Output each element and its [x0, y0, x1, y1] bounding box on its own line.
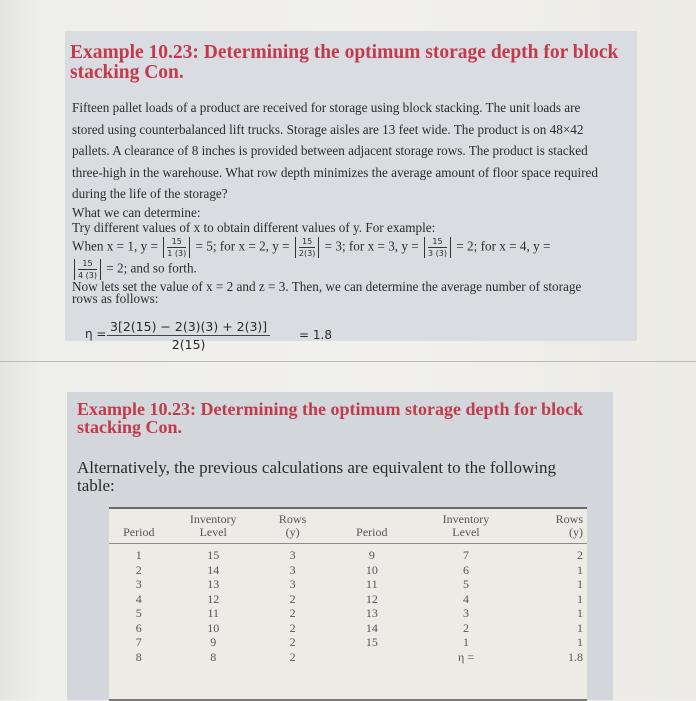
equation-numerator: 3[2(15) − 2(3)(3) + 2(3)]	[107, 319, 270, 336]
eta-symbol: η =	[85, 327, 107, 341]
ceiling-fraction: $\frac{15}{1 (3)}$	[163, 237, 190, 258]
table-row	[109, 635, 587, 650]
table-row	[109, 650, 587, 665]
equation-result: = 1.8	[299, 328, 332, 342]
ceiling-fraction: $\frac{15}{4 (3)}$	[74, 259, 101, 280]
slide-title: Example 10.23: Determining the optimum storage depth for block stacking Con.	[77, 399, 584, 437]
example-text: = 2; for x = 4, y =	[456, 238, 551, 254]
cell-rows: 1	[577, 635, 583, 649]
problem-statement	[72, 97, 632, 205]
example-text: = 5; for x = 2, y =	[195, 238, 290, 254]
cell-period: 11	[366, 577, 378, 591]
cell-period: 1	[135, 548, 142, 562]
average-rows-equation	[107, 319, 270, 352]
cell-inventory: 8	[210, 649, 217, 664]
cell-period: 4	[135, 591, 142, 606]
header-inventory-level: Inventory Level	[416, 509, 515, 544]
cell-rows: 2	[289, 649, 296, 664]
table-row	[109, 563, 587, 578]
cell-period: 10	[365, 562, 378, 577]
now-text	[72, 281, 632, 305]
cell-inventory: 2	[462, 620, 469, 635]
problem-line: three-high in the warehouse. What row depth minimizes the average amount of floor space required	[72, 164, 598, 180]
equation-denominator: 2(15)	[171, 337, 206, 352]
table-row	[109, 592, 587, 607]
cell-rows: 1	[577, 606, 583, 620]
problem-line: stored using counterbalanced lift trucks. Storage aisles are 13 feet wide. The product is on 48×42	[72, 121, 584, 137]
cell-inventory: 7	[462, 548, 469, 562]
table-row	[109, 577, 587, 592]
table-header-row	[109, 509, 587, 544]
cell-rows: 2	[289, 635, 296, 649]
cell-inventory: 12	[207, 591, 220, 606]
problem-line: during the life of the storage?	[72, 186, 228, 201]
eta-value: 1.8	[568, 649, 583, 664]
cell-inventory: 5	[462, 577, 469, 591]
cell-rows: 2	[289, 606, 296, 620]
cell-period: 9	[368, 548, 375, 562]
cell-period: 14	[365, 620, 378, 635]
header-rows: Rows (y)	[516, 509, 587, 544]
cell-period: 13	[365, 606, 378, 620]
cell-period: 2	[135, 562, 142, 577]
cell-inventory: 10	[207, 620, 220, 635]
table-row	[109, 606, 587, 621]
screen-divider	[0, 361, 696, 362]
now-line: rows as follows:	[72, 291, 159, 306]
cell-rows: 1	[577, 577, 583, 591]
example-text: = 3; for x = 3, y =	[324, 238, 419, 254]
header-period: Period	[109, 509, 169, 544]
cell-rows: 1	[577, 591, 583, 606]
examples-line-2	[72, 259, 632, 280]
cell-period: 15	[365, 635, 378, 649]
problem-line: Fifteen pallet loads of a product are received for storage using block stacking. The unit loads are	[72, 100, 581, 115]
cell-period: 8	[135, 649, 142, 664]
cell-inventory: 3	[462, 606, 469, 620]
ceiling-fraction: $\frac{15}{3 (3)}$	[424, 237, 451, 258]
cell-inventory: 13	[207, 577, 220, 591]
cell-period	[327, 650, 416, 665]
cell-period: 7	[135, 635, 142, 649]
cell-inventory: 1	[462, 635, 469, 649]
inventory-table	[109, 509, 587, 664]
cell-period: 5	[135, 606, 142, 620]
cell-period: 3	[135, 577, 142, 591]
header-period: Period	[327, 509, 416, 544]
cell-rows: 3	[289, 548, 296, 562]
cell-inventory: 9	[210, 635, 217, 649]
cell-period: 6	[135, 620, 142, 635]
now-line: Now lets set the value of x = 2 and z = 3. Then, we can determine the average number of storage	[72, 279, 582, 294]
cell-rows: 1	[577, 562, 583, 577]
inventory-table-card	[109, 507, 587, 701]
cell-rows: 1	[577, 620, 583, 635]
cell-rows: 3	[289, 562, 296, 577]
cell-inventory: 11	[207, 606, 220, 620]
cell-period: 12	[365, 591, 378, 606]
alternative-intro: Alternatively, the previous calculations are equivalent to the following table:	[77, 458, 556, 495]
cell-rows: 3	[289, 577, 296, 591]
header-inventory-level: Inventory Level	[169, 509, 258, 544]
slide-panel-top	[65, 31, 637, 352]
table-row	[109, 621, 587, 636]
cell-inventory: 4	[462, 591, 469, 606]
solution-intro	[72, 205, 632, 235]
eta-label: η =	[457, 649, 474, 664]
cell-rows: 2	[289, 591, 296, 606]
example-text: When x = 1, y =	[72, 238, 158, 254]
ceiling-fraction: $\frac{15}{2(3)}$	[295, 237, 319, 258]
determine-label: What we can determine:	[72, 205, 201, 220]
try-text: Try different values of x to obtain different values of y. For example:	[72, 220, 436, 235]
cell-inventory: 14	[207, 562, 220, 577]
example-text: = 2; and so forth.	[106, 260, 197, 276]
cell-rows: 2	[577, 548, 583, 562]
examples-line	[72, 237, 632, 258]
cell-rows: 2	[289, 620, 296, 635]
problem-line: pallets. A clearance of 8 inches is provided between adjacent storage rows. The product is stacked	[72, 143, 588, 158]
slide-panel-bottom	[67, 392, 613, 700]
table-row	[109, 544, 587, 563]
cell-inventory: 15	[207, 548, 220, 562]
slide-title: Example 10.23: Determining the optimum storage depth for block stacking Con.	[70, 42, 619, 83]
cell-inventory: 6	[462, 562, 469, 577]
header-rows: Rows (y)	[258, 509, 327, 544]
